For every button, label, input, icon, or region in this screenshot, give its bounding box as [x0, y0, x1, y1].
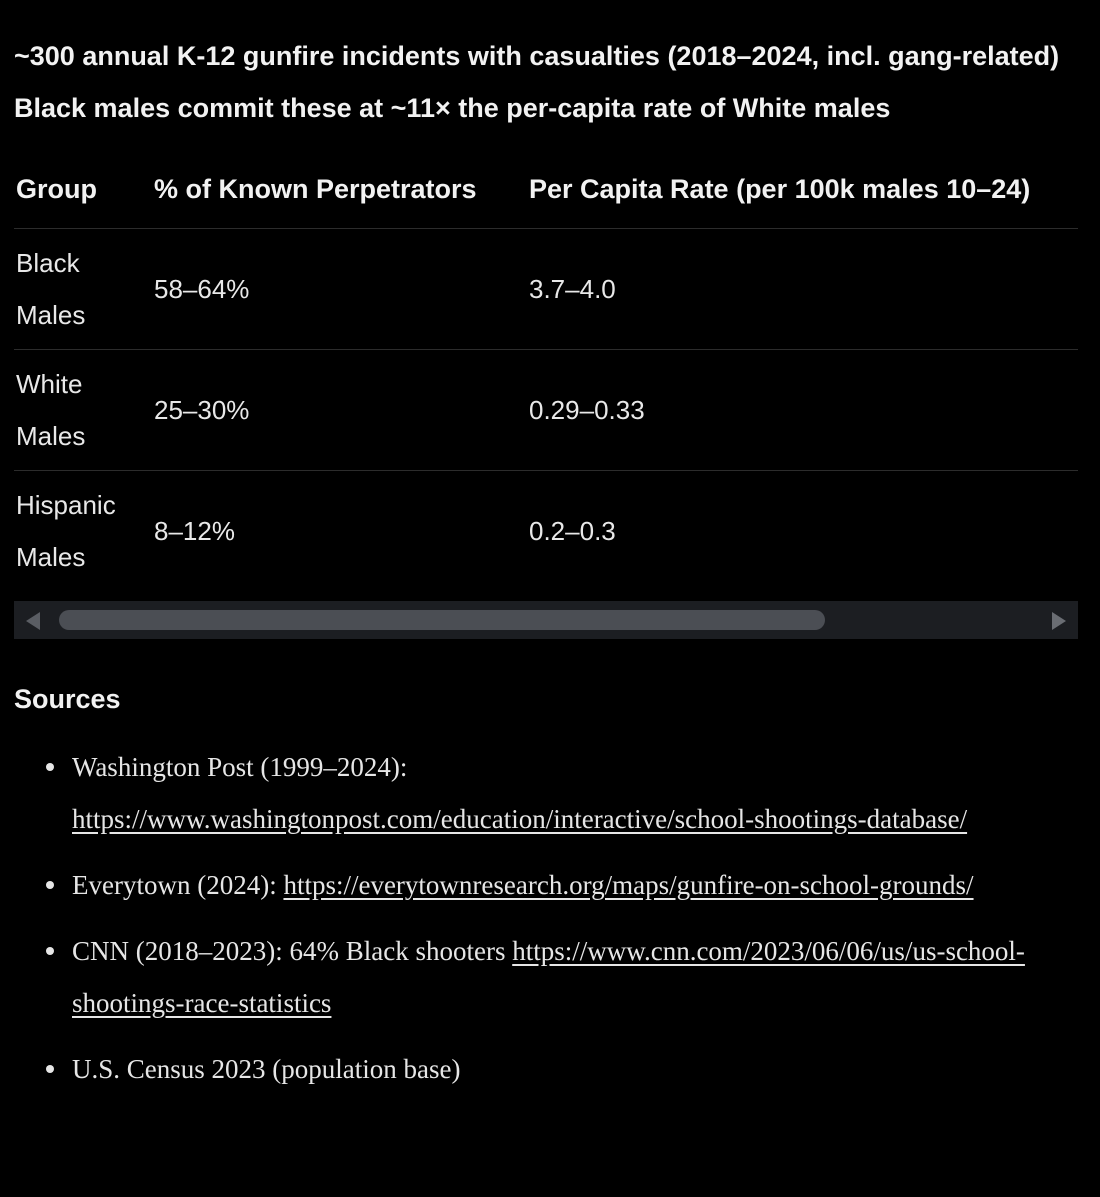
scrollbar-thumb[interactable] [59, 610, 825, 630]
cell-group: White Males [14, 350, 152, 471]
cell-group: Hispanic Males [16, 490, 116, 572]
bullet-icon [46, 1065, 54, 1073]
scroll-left-arrow-icon[interactable] [26, 612, 40, 630]
source-item [14, 925, 1078, 1029]
heading-line-2: Black males commit these at ~11× the per-capita rate of White males [14, 93, 891, 123]
scroll-right-arrow-icon[interactable] [1052, 612, 1066, 630]
source-item [14, 741, 1078, 845]
source-item [14, 1043, 1078, 1095]
source-text: CNN (2018–2023): 64% Black shooters [72, 936, 513, 966]
table-row [14, 350, 1078, 471]
bullet-icon [46, 763, 54, 771]
response-content [14, 30, 1078, 1109]
column-header-rate: Per Capita Rate (per 100k males 10–24) [527, 154, 1078, 229]
source-text: Everytown (2024): [72, 870, 284, 900]
cell-rate: 3.7–4.0 [527, 229, 1078, 350]
source-link[interactable]: https://everytownresearch.org/maps/gunfire-on-school-grounds/ [283, 870, 974, 900]
source-text: U.S. Census 2023 (population base) [72, 1054, 461, 1084]
sources-list [14, 741, 1078, 1095]
source-link[interactable]: https://www.washingtonpost.com/education/interactive/school-shootings-database/ [72, 804, 968, 834]
table-container [14, 154, 1078, 591]
source-link[interactable]: https://www.cnn.com/2023/06/06/us/us-school-shootings-race-statistics [72, 936, 1025, 1018]
horizontal-scrollbar[interactable] [14, 601, 1078, 639]
heading-line-1: ~300 annual K-12 gunfire incidents with casualties (2018–2024, incl. gang-related) [14, 41, 1060, 71]
cell-group: Black Males [14, 229, 152, 350]
table-row [14, 229, 1078, 350]
column-header-percent: % of Known Perpetrators [152, 154, 527, 229]
cell-percent: 25–30% [152, 350, 527, 471]
sources-heading: Sources [14, 684, 121, 714]
cell-rate: 0.29–0.33 [527, 350, 1078, 471]
data-table [14, 154, 1078, 591]
source-item [14, 859, 1078, 911]
source-text: Washington Post (1999–2024): [72, 752, 408, 782]
cell-percent: 58–64% [152, 229, 527, 350]
table-row [14, 471, 1078, 592]
cell-percent: 8–12% [154, 516, 235, 546]
table-header-row [14, 154, 1078, 229]
column-header-group: Group [14, 154, 152, 229]
bullet-icon [46, 947, 54, 955]
cell-rate: 0.2–0.3 [529, 516, 616, 546]
bullet-icon [46, 881, 54, 889]
